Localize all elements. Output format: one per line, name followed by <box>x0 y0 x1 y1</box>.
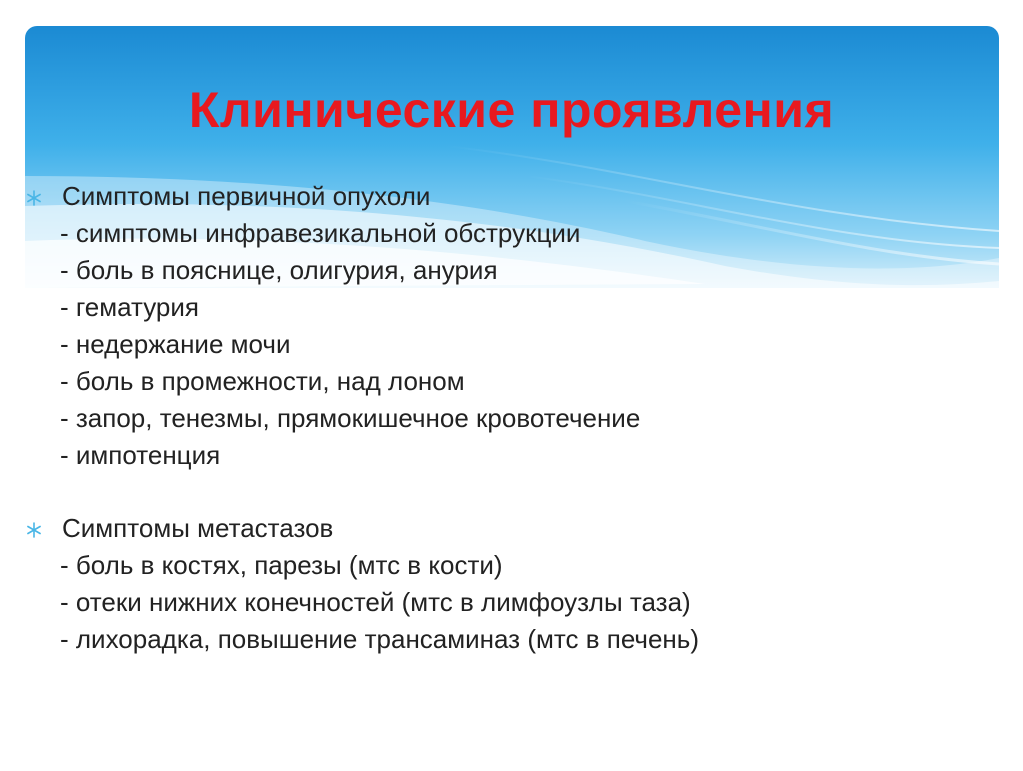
list-item: - отеки нижних конечностей (мтс в лимфоузлы таза) <box>60 587 691 617</box>
list-item: - боль в пояснице, олигурия, анурия <box>60 255 498 285</box>
slide-body <box>24 178 984 658</box>
list-item: - запор, тенезмы, прямокишечное кровотечение <box>60 403 641 433</box>
list-item: - боль в промежности, над лоном <box>60 366 465 396</box>
group-heading: Симптомы первичной опухоли <box>62 181 431 211</box>
list-item: - гематурия <box>60 292 199 322</box>
list-item: - лихорадка, повышение трансаминаз (мтс в печень) <box>60 624 699 654</box>
list-item: - импотенция <box>60 440 221 470</box>
list-item: - недержание мочи <box>60 329 291 359</box>
group-heading-row <box>24 178 984 215</box>
group-heading: Симптомы метастазов <box>62 513 334 543</box>
asterisk-bullet-icon <box>24 188 44 208</box>
list-item: - боль в костях, парезы (мтс в кости) <box>60 550 503 580</box>
list-item: - симптомы инфравезикальной обструкции <box>60 218 581 248</box>
group-heading-row <box>24 510 984 547</box>
slide-title: Клинические проявления <box>188 82 835 138</box>
asterisk-bullet-icon <box>24 520 44 540</box>
symptom-group-metastases <box>24 510 984 658</box>
symptom-group-primary <box>24 178 984 474</box>
